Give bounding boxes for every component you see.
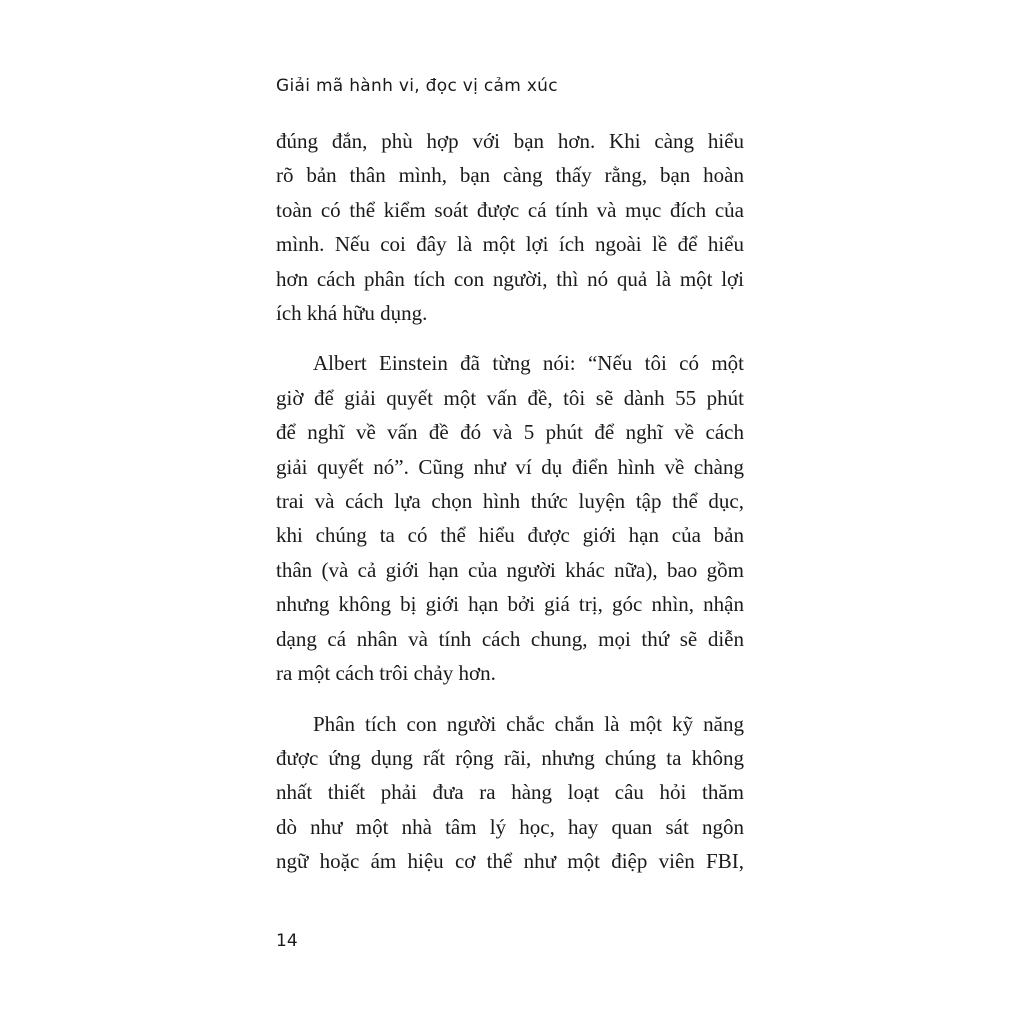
text-line: Phân tích con người chắc chắn là một kỹ năng xyxy=(313,711,744,736)
paragraph-2 xyxy=(276,346,744,690)
text-line: giờ để giải quyết một vấn đề, tôi sẽ dành 55 phút xyxy=(276,385,744,410)
text-line: nhất thiết phải đưa ra hàng loạt câu hỏi thăm xyxy=(276,780,744,805)
text-line: ích khá hữu dụng. xyxy=(276,301,428,326)
text-line: đúng đắn, phù hợp với bạn hơn. Khi càng hiểu xyxy=(276,129,744,153)
text-line: dạng cá nhân và tính cách chung, mọi thứ sẽ diễn xyxy=(276,626,744,651)
paragraph-3 xyxy=(276,707,744,879)
text-line: ra một cách trôi chảy hơn. xyxy=(276,661,496,686)
page-number: 14 xyxy=(276,931,298,951)
text-line: thân (và cả giới hạn của người khác nữa), bao gồm xyxy=(276,557,744,582)
text-line: hơn cách phân tích con người, thì nó quả là một lợi xyxy=(276,266,744,291)
text-line: được ứng dụng rất rộng rãi, nhưng chúng ta không xyxy=(276,745,744,770)
text-line: toàn có thể kiểm soát được cá tính và mục đích của xyxy=(276,197,744,222)
paragraph-1 xyxy=(276,124,744,330)
body-text xyxy=(276,124,744,895)
text-line: dò như một nhà tâm lý học, hay quan sát ngôn xyxy=(276,814,744,839)
text-line: để nghĩ về vấn đề đó và 5 phút để nghĩ về cách xyxy=(276,420,744,445)
text-line: rõ bản thân mình, bạn càng thấy rằng, bạn hoàn xyxy=(276,163,744,188)
text-line: nhưng không bị giới hạn bởi giá trị, góc nhìn, nhận xyxy=(276,592,744,617)
text-line: Albert Einstein đã từng nói: “Nếu tôi có một xyxy=(313,351,744,376)
running-header: Giải mã hành vi, đọc vị cảm xúc xyxy=(276,76,558,96)
text-line: khi chúng ta có thể hiểu được giới hạn của bản xyxy=(276,523,744,548)
text-line: trai và cách lựa chọn hình thức luyện tập thể dục, xyxy=(276,489,744,514)
text-line: mình. Nếu coi đây là một lợi ích ngoài lề để hiểu xyxy=(276,232,744,257)
text-line: ngữ hoặc ám hiệu cơ thể như một điệp viên FBI, xyxy=(276,849,744,874)
text-line: giải quyết nó”. Cũng như ví dụ điển hình về chàng xyxy=(276,454,744,479)
